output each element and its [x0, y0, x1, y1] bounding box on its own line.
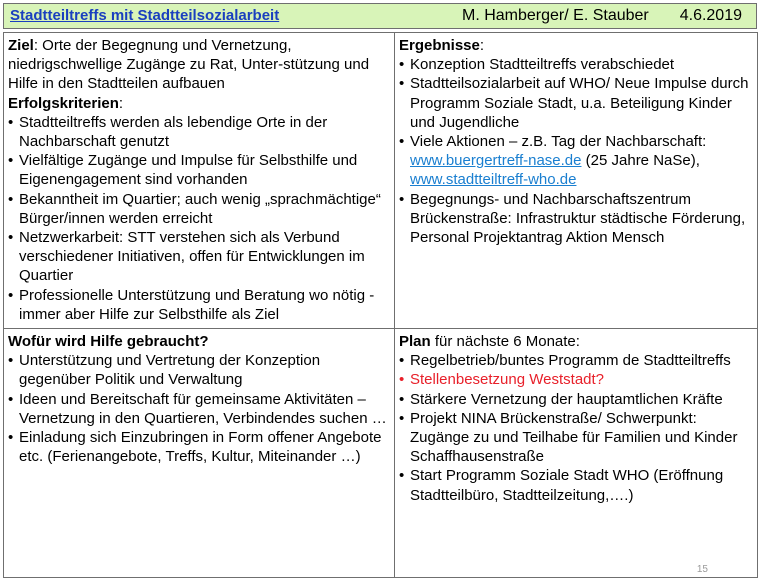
plan-list: [399, 351, 753, 505]
link-buergertreff-nase[interactable]: www.buergertreff-nase.de: [410, 152, 582, 170]
list-item: • Vielfältige Zugänge und Impulse für Selbsthilfe und Eigenengagement sind vorhanden: [8, 151, 390, 189]
hilfe-heading: Wofür wird Hilfe gebraucht?: [8, 333, 209, 350]
list-item: • Ideen und Bereitschaft für gemeinsame Aktivitäten – Vernetzung in den Quartieren, Verbindendes suchen …: [8, 390, 390, 428]
list-item: • Projekt NINA Brückenstraße/ Schwerpunkt: Zugänge zu und Teilhabe für Familien und Kinder Schaffhausenstraße: [399, 409, 753, 467]
list-item: • Viele Aktionen – z.B. Tag der Nachbarschaft: www.buergertreff-nase.de (25 Jahre NaSe), www.stadtteiltreff-who.de: [399, 132, 753, 190]
page-number: 15: [696, 564, 708, 575]
list-item: • Konzeption Stadtteiltreffs verabschiedet: [399, 55, 753, 74]
cell-hilfe: [4, 329, 395, 578]
header-bar: [3, 3, 757, 29]
list-item: • Begegnungs- und Nachbarschaftszentrum Brückenstraße: Infrastruktur städtische Förderung, Personal Projektantrag Aktion Mensch: [399, 190, 753, 248]
ergebnisse-heading: Ergebnisse:: [399, 37, 485, 54]
list-item: • Einladung sich Einzubringen in Form offener Angebote etc. (Ferienangebote, Treffs, Kultur, Miteinander …): [8, 428, 390, 466]
erfolgskriterien-heading: Erfolgskriterien:: [8, 94, 124, 112]
list-item-highlight: • Stellenbesetzung Weststadt?: [399, 370, 753, 389]
content-grid: [3, 32, 758, 578]
cell-ergebnisse: [395, 33, 758, 329]
plan-heading: Plan für nächste 6 Monate:: [399, 333, 580, 350]
list-item: • Netzwerkarbeit: STT verstehen sich als Verbund verschiedener Initiativen, offen für Entwicklungen im Quartier: [8, 228, 390, 286]
slide-title: Stadtteiltreffs mit Stadtteilsozialarbeit: [10, 7, 280, 24]
list-item: • Stärkere Vernetzung der hauptamtlichen Kräfte: [399, 390, 753, 409]
ziel-label: Ziel: [8, 37, 34, 54]
ziel-text: Ziel: Orte der Begegnung und Vernetzung, niedrigschwellige Zugänge zu Rat, Unter-stützung und Hilfe in den Stadtteilen aufbauen: [8, 37, 370, 93]
authors: M. Hamberger/ E. Stauber: [462, 7, 649, 24]
ergebnisse-list: [399, 55, 753, 247]
list-item: • Regelbetrieb/buntes Programm de Stadtteiltreffs: [399, 351, 753, 370]
erfolgskriterien-list: [8, 113, 390, 324]
list-item: • Professionelle Unterstützung und Beratung wo nötig - immer aber Hilfe zur Selbsthilfe als Ziel: [8, 286, 390, 324]
list-item: • Stadtteilsozialarbeit auf WHO/ Neue Impulse durch Programm Soziale Stadt, u.a. Beteiligung Kinder und Jugendliche: [399, 74, 753, 132]
list-item: • Stadtteiltreffs werden als lebendige Orte in der Nachbarschaft genutzt: [8, 113, 390, 151]
hilfe-list: [8, 351, 390, 466]
cell-ziel-erfolgskriterien: [4, 33, 395, 329]
list-item: • Unterstützung und Vertretung der Konzeption gegenüber Politik und Verwaltung: [8, 351, 390, 389]
list-item: • Start Programm Soziale Stadt WHO (Eröffnung Stadtteilbüro, Stadtteilzeitung,….): [399, 466, 753, 504]
list-item: • Bekanntheit im Quartier; auch wenig „sprachmächtige“ Bürger/innen werden erreicht: [8, 190, 390, 228]
date: 4.6.2019: [679, 7, 742, 24]
cell-plan: [395, 329, 758, 578]
link-stadtteiltreff-who[interactable]: www.stadtteiltreff-who.de: [410, 171, 577, 189]
